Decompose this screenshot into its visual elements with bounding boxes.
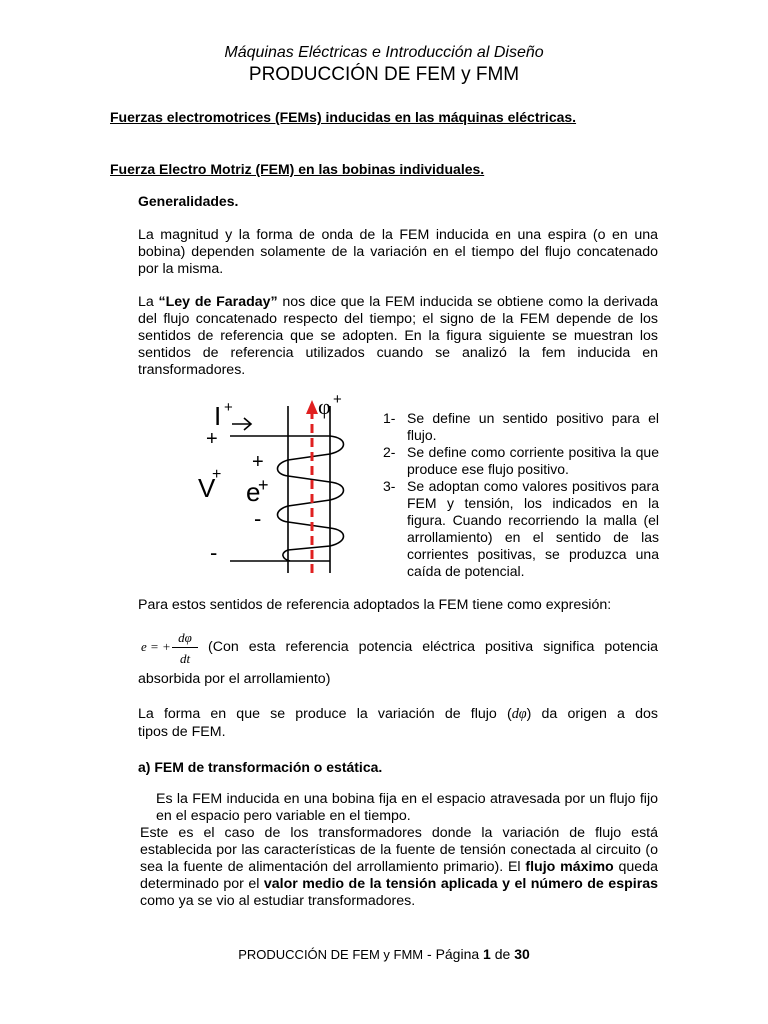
svg-text:-: - <box>210 540 218 565</box>
coil-reference-figure <box>190 388 355 578</box>
subsection-generalities: Generalidades. <box>138 193 239 209</box>
svg-text:+: + <box>224 399 233 416</box>
paragraph-power-note-cont: absorbida por el arrollamiento) <box>138 671 331 687</box>
paragraph-expression-intro: Para estos sentidos de referencia adoptados la FEM tiene como expresión: <box>138 597 612 613</box>
fraction-bar <box>172 647 198 648</box>
flux-label: φ <box>318 394 331 419</box>
formula-numerator: dφ <box>178 630 192 645</box>
page-total: 30 <box>514 946 530 962</box>
section-title-fems: Fuerzas electromotrices (FEMs) inducidas en las máquinas eléctricas. <box>110 109 577 125</box>
list-item: 3- Se adoptan como valores positivos para FEM y tensión, los indicados en la figura. Cuando recorriendo la malla (el arrollamiento) en el sentido de las corrientes positivas, se produzca una caída de potencial. <box>383 478 659 579</box>
faraday-law-term: “Ley de Faraday” <box>158 294 278 310</box>
dphi-symbol: dφ <box>511 706 527 722</box>
list-item: 1- Se define un sentido positivo para el flujo. <box>383 410 659 443</box>
emf-label: e <box>246 477 261 507</box>
document-title: PRODUCCIÓN DE FEM y FMM <box>248 64 520 85</box>
svg-text:+: + <box>212 466 222 483</box>
paragraph-power-note: (Con esta referencia potencia eléctrica positiva significa potencia <box>208 639 658 655</box>
formula-denominator: dt <box>179 651 191 666</box>
formula-lhs: e = + <box>141 639 171 654</box>
current-label: I <box>214 401 222 431</box>
reference-list <box>383 410 659 580</box>
voltage-label: V <box>198 473 216 503</box>
subsection-transformation-emf: a) FEM de transformación o estática. <box>138 759 383 775</box>
page-footer: PRODUCCIÓN DE FEM y FMM - Página 1 de 30 <box>238 946 530 962</box>
svg-text:-: - <box>254 506 262 531</box>
svg-text:+: + <box>252 451 264 473</box>
svg-text:+: + <box>258 475 269 495</box>
svg-text:+: + <box>333 391 342 408</box>
paragraph-flux-variation: La forma en que se produce la variación de flujo (dφ) da origen a dos <box>138 706 658 722</box>
paragraph-faraday: La “Ley de Faraday” nos dice que la FEM inducida se obtiene como la derivada del flujo concatenado respecto del tiempo; el signo de la FEM depende de los sentidos de referencia que se adopten. En la figura siguiente se muestran los sentidos de referencia utilizados cuando se analizó la fem inducida en transformadores. <box>138 294 658 378</box>
paragraph-magnitude: La magnitud y la forma de onda de la FEM inducida en una espira (o en una bobina) dependen solamente de la variación en el tiempo del flujo concatenado por la misma. <box>138 227 658 277</box>
section-title-coils: Fuerza Electro Motriz (FEM) en las bobinas individuales. <box>110 161 485 177</box>
svg-text:+: + <box>206 428 218 450</box>
course-title: Máquinas Eléctricas e Introducción al Diseño <box>224 44 544 61</box>
paragraph-static-emf: Es la FEM inducida en una bobina fija en el espacio atravesada por un flujo fijo en el espacio pero variable en el tiempo. <box>156 791 658 824</box>
paragraph-flux-variation-cont: tipos de FEM. <box>138 724 226 740</box>
list-item: 2- Se define como corriente positiva la que produce ese flujo positivo. <box>383 444 659 477</box>
page-number: 1 <box>483 946 491 962</box>
paragraph-transformers: Este es el caso de los transformadores donde la variación de flujo está establecida por las características de la fuente de tensión conectada al circuito (o sea la fuente de alimentación del arrollamiento primario). El flujo máximo queda determinado por el valor medio de la tensión aplicada y el número de espiras como ya se vio al estudiar transformadores. <box>140 825 658 909</box>
